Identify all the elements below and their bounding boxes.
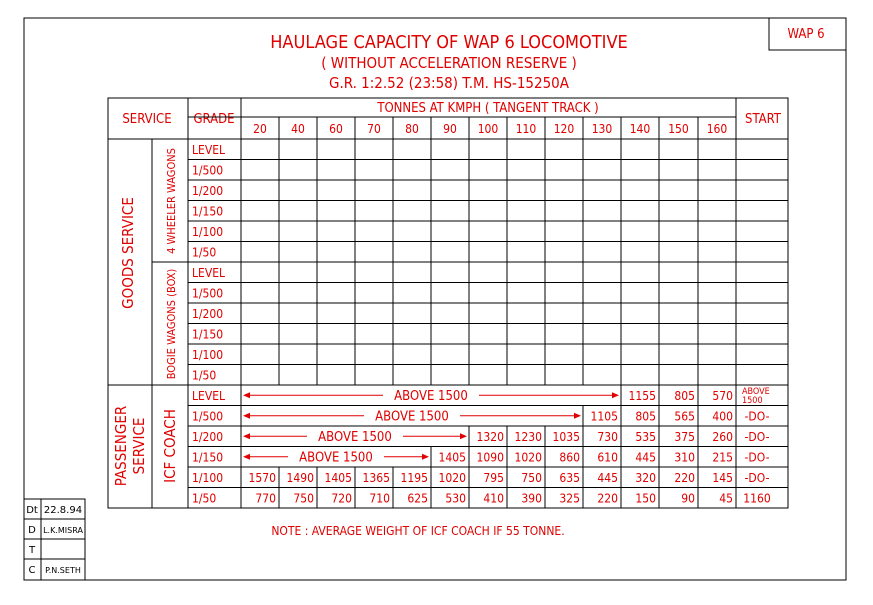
capacity-value: 145 <box>712 471 733 485</box>
grade-label: 1/100 <box>192 348 224 362</box>
footnote: NOTE : AVERAGE WEIGHT OF ICF COACH IF 55 TONNE. <box>271 524 565 538</box>
title-ratio: G.R. 1:2.52 (23:58) T.M. HS-15250A <box>328 74 570 92</box>
grade-label: 1/50 <box>192 245 217 260</box>
speed-header: 60 <box>329 122 343 136</box>
capacity-value: 610 <box>597 450 618 465</box>
speed-header: 80 <box>405 122 419 136</box>
capacity-value: 1035 <box>552 430 580 444</box>
speed-header: 20 <box>253 122 267 136</box>
capacity-value: 720 <box>331 491 352 506</box>
grade-label: 1/150 <box>192 204 224 219</box>
capacity-value: 1490 <box>286 471 314 485</box>
signoff-block <box>24 499 85 580</box>
grade-label: 1/150 <box>192 450 224 465</box>
start-value: -DO- <box>744 471 770 485</box>
start-value: 1500 <box>742 396 763 406</box>
capacity-value: 1570 <box>248 471 276 485</box>
capacity-value: 260 <box>712 430 733 444</box>
capacity-value: 150 <box>635 491 656 506</box>
table-grid <box>108 98 788 508</box>
capacity-value: 1405 <box>324 471 352 485</box>
capacity-value: 1230 <box>514 430 542 444</box>
start-value: 1160 <box>743 491 771 506</box>
capacity-value: 795 <box>483 471 504 485</box>
speed-header-row <box>253 122 727 136</box>
grade-label: 1/100 <box>192 471 224 485</box>
start-value: -DO- <box>744 409 770 424</box>
title-subtitle: ( WITHOUT ACCELERATION RESERVE ) <box>321 54 577 72</box>
goods-section <box>192 143 225 383</box>
grade-label: 1/200 <box>192 307 224 321</box>
header-grade: GRADE <box>193 112 235 127</box>
capacity-value: 390 <box>521 491 542 506</box>
speed-header: 150 <box>668 122 689 136</box>
start-value: -DO- <box>744 430 770 444</box>
grade-label: 1/500 <box>192 286 224 301</box>
capacity-value: 1105 <box>590 409 618 424</box>
speed-header: 160 <box>706 122 728 136</box>
title-main: HAULAGE CAPACITY OF WAP 6 LOCOMOTIVE <box>270 32 628 53</box>
bogie-wagons-label: BOGIE WAGONS (BOX) <box>165 268 178 380</box>
capacity-value: 1020 <box>438 471 466 485</box>
capacity-value: 860 <box>559 450 580 465</box>
capacity-value: 750 <box>293 491 314 506</box>
capacity-value: 220 <box>597 491 618 506</box>
grade-label: 1/500 <box>192 409 224 424</box>
header-start: START <box>745 112 781 127</box>
icf-coach-label: ICF COACH <box>161 409 179 483</box>
four-wheeler-label: 4 WHEELER WAGONS <box>165 148 178 254</box>
above-1500-label: ABOVE 1500 <box>375 409 449 425</box>
capacity-value: 530 <box>445 491 466 506</box>
speed-header: 90 <box>443 122 457 136</box>
capacity-value: 410 <box>483 491 504 506</box>
capacity-value: 1320 <box>476 430 504 444</box>
speed-header: 100 <box>477 122 499 136</box>
capacity-value: 445 <box>635 450 656 465</box>
passenger-label-2: SERVICE <box>130 417 148 475</box>
capacity-value: 325 <box>559 491 580 506</box>
grade-label: 1/500 <box>192 163 224 178</box>
capacity-value: 805 <box>635 409 656 424</box>
speed-header: 140 <box>629 122 651 136</box>
above-1500-label: ABOVE 1500 <box>299 450 373 466</box>
capacity-value: 635 <box>559 471 580 485</box>
signoff-drawn-by: L.K.MISRA <box>43 526 83 535</box>
capacity-value: 90 <box>681 491 695 506</box>
capacity-value: 310 <box>674 450 695 465</box>
speed-header: 70 <box>367 122 381 136</box>
speed-header: 120 <box>553 122 575 136</box>
goods-service-label: GOODS SERVICE <box>119 197 137 309</box>
capacity-value: 220 <box>674 471 695 485</box>
start-value: -DO- <box>744 450 770 465</box>
start-value: ABOVE <box>742 387 770 397</box>
capacity-value: 730 <box>597 430 618 444</box>
signoff-checked-by: P.N.SETH <box>45 566 81 575</box>
speed-header: 110 <box>515 122 537 136</box>
capacity-value: 1020 <box>514 450 542 465</box>
header-tonnes: TONNES AT KMPH ( TANGENT TRACK ) <box>377 101 599 116</box>
grade-label: 1/200 <box>192 430 224 444</box>
signoff-label: Dt <box>26 505 38 516</box>
capacity-value: 215 <box>712 450 733 465</box>
grade-label: 1/150 <box>192 327 224 342</box>
above-1500-label: ABOVE 1500 <box>394 389 468 404</box>
capacity-value: 400 <box>712 409 733 424</box>
capacity-value: 805 <box>674 389 695 403</box>
capacity-value: 320 <box>635 471 656 485</box>
grade-label: LEVEL <box>192 143 226 157</box>
signoff-label: T <box>28 545 36 556</box>
grade-label: LEVEL <box>192 266 226 280</box>
passenger-label-1: PASSENGER <box>112 405 130 487</box>
capacity-value: 1090 <box>476 450 504 465</box>
capacity-value: 1365 <box>362 471 390 485</box>
capacity-value: 770 <box>255 491 276 506</box>
capacity-value: 1155 <box>628 389 656 403</box>
capacity-value: 535 <box>635 430 656 444</box>
signoff-label: D <box>28 525 36 536</box>
capacity-value: 570 <box>712 389 733 403</box>
capacity-value: 1195 <box>400 471 428 485</box>
badge-text: WAP 6 <box>787 27 825 42</box>
grade-label: 1/50 <box>192 368 217 383</box>
capacity-value: 565 <box>674 409 695 424</box>
speed-header: 130 <box>591 122 613 136</box>
signoff-label: C <box>28 565 36 576</box>
capacity-value: 375 <box>674 430 695 444</box>
signoff-date: 22.8.94 <box>43 505 83 516</box>
capacity-value: 625 <box>407 491 428 506</box>
above-1500-label: ABOVE 1500 <box>318 430 392 445</box>
capacity-value: 750 <box>521 471 542 485</box>
capacity-value: 710 <box>369 491 390 506</box>
grade-label: 1/50 <box>192 491 217 506</box>
capacity-value: 445 <box>597 471 618 485</box>
grade-label: 1/100 <box>192 225 224 239</box>
speed-header: 40 <box>291 122 305 136</box>
capacity-value: 1405 <box>438 450 466 465</box>
grade-label: 1/200 <box>192 184 224 198</box>
capacity-value: 45 <box>719 491 733 506</box>
grade-label: LEVEL <box>192 389 226 403</box>
header-service: SERVICE <box>122 112 172 127</box>
